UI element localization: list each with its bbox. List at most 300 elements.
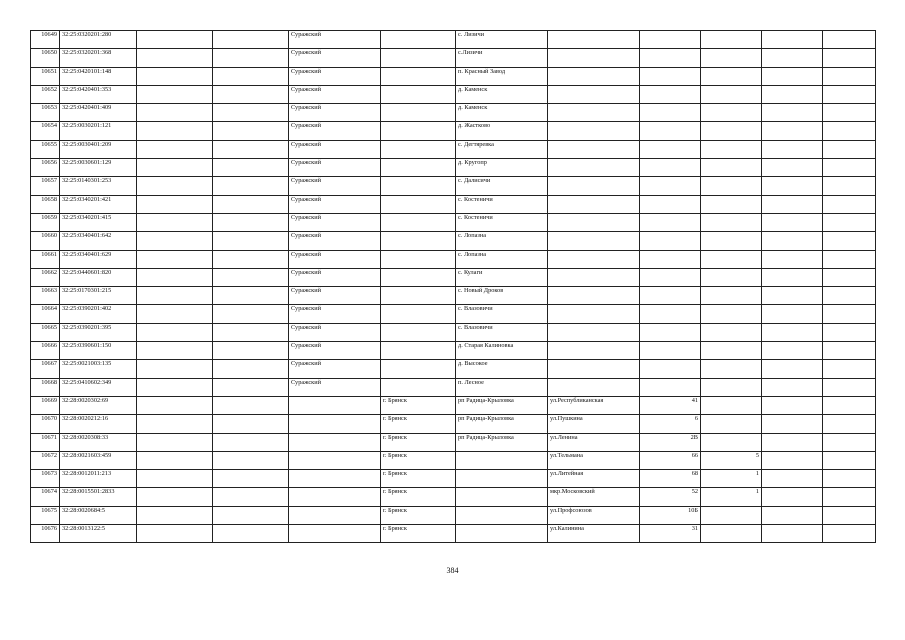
cell-settlement: рп Радица-Крыловка bbox=[456, 396, 548, 414]
cell-district: Суражский bbox=[289, 49, 381, 67]
cell-settlement: д. Жастково bbox=[456, 122, 548, 140]
cell-settlement: д. Старая Калиновка bbox=[456, 342, 548, 360]
cell-settlement: с. Костеничи bbox=[456, 213, 548, 231]
cell-street bbox=[548, 49, 640, 67]
table-row bbox=[31, 470, 876, 488]
cell-col-11 bbox=[762, 305, 823, 323]
table-row bbox=[31, 415, 876, 433]
cell-house bbox=[640, 104, 701, 122]
cell-district bbox=[289, 396, 381, 414]
cell-city bbox=[381, 323, 456, 341]
cell-col-4 bbox=[213, 305, 289, 323]
cell-building bbox=[701, 525, 762, 543]
cell-city: г. Брянск bbox=[381, 415, 456, 433]
cell-col-12 bbox=[823, 122, 876, 140]
table-row bbox=[31, 250, 876, 268]
cell-street: ул.Республиканская bbox=[548, 396, 640, 414]
cell-building: 5 bbox=[701, 451, 762, 469]
cell-col-11 bbox=[762, 268, 823, 286]
cell-house bbox=[640, 250, 701, 268]
cell-col-4 bbox=[213, 433, 289, 451]
cell-district bbox=[289, 451, 381, 469]
cell-house bbox=[640, 232, 701, 250]
cell-district: Суражский bbox=[289, 360, 381, 378]
page-number: 384 bbox=[446, 566, 459, 575]
cell-district bbox=[289, 506, 381, 524]
cell-row-number: 10662 bbox=[31, 268, 60, 286]
cell-settlement: д. Высокое bbox=[456, 360, 548, 378]
cell-col-11 bbox=[762, 451, 823, 469]
cell-col-11 bbox=[762, 49, 823, 67]
cell-street bbox=[548, 213, 640, 231]
cell-cadastral-number: 32:25:0390601:150 bbox=[60, 342, 137, 360]
cell-col-12 bbox=[823, 85, 876, 103]
cell-city bbox=[381, 85, 456, 103]
cell-row-number: 10655 bbox=[31, 140, 60, 158]
cell-col-3 bbox=[137, 433, 213, 451]
cell-col-11 bbox=[762, 232, 823, 250]
cell-city: г. Брянск bbox=[381, 525, 456, 543]
cell-building bbox=[701, 323, 762, 341]
cell-building bbox=[701, 268, 762, 286]
cell-building bbox=[701, 378, 762, 396]
table-row bbox=[31, 104, 876, 122]
table-row bbox=[31, 122, 876, 140]
cell-row-number: 10652 bbox=[31, 85, 60, 103]
cell-settlement: с. Кулаги bbox=[456, 268, 548, 286]
cell-col-11 bbox=[762, 433, 823, 451]
cell-building bbox=[701, 195, 762, 213]
cell-cadastral-number: 32:28:0013122:5 bbox=[60, 525, 137, 543]
cell-street bbox=[548, 195, 640, 213]
cell-settlement: с. Далисичи bbox=[456, 177, 548, 195]
cell-street bbox=[548, 250, 640, 268]
cell-district bbox=[289, 488, 381, 506]
cell-cadastral-number: 32:25:0390201:395 bbox=[60, 323, 137, 341]
cell-cadastral-number: 32:25:0420101:148 bbox=[60, 67, 137, 85]
cell-street bbox=[548, 268, 640, 286]
cell-col-11 bbox=[762, 488, 823, 506]
cell-col-11 bbox=[762, 378, 823, 396]
cell-house: 66 bbox=[640, 451, 701, 469]
cell-cadastral-number: 32:28:0021603:459 bbox=[60, 451, 137, 469]
cell-col-3 bbox=[137, 195, 213, 213]
cell-cadastral-number: 32:28:0020684:5 bbox=[60, 506, 137, 524]
table-body bbox=[31, 31, 876, 543]
cell-district: Суражский bbox=[289, 104, 381, 122]
cell-district: Суражский bbox=[289, 67, 381, 85]
cell-street: мкр.Московский bbox=[548, 488, 640, 506]
cell-district: Суражский bbox=[289, 287, 381, 305]
cell-street bbox=[548, 122, 640, 140]
cell-col-3 bbox=[137, 488, 213, 506]
cell-district bbox=[289, 470, 381, 488]
cell-settlement: п. Лесное bbox=[456, 378, 548, 396]
cell-col-11 bbox=[762, 140, 823, 158]
cell-street: ул.Пушкина bbox=[548, 415, 640, 433]
table-row bbox=[31, 506, 876, 524]
cell-district: Суражский bbox=[289, 323, 381, 341]
cell-col-11 bbox=[762, 506, 823, 524]
cell-building bbox=[701, 177, 762, 195]
cell-building bbox=[701, 433, 762, 451]
cell-col-3 bbox=[137, 122, 213, 140]
cell-col-3 bbox=[137, 305, 213, 323]
cell-house bbox=[640, 287, 701, 305]
cell-col-3 bbox=[137, 396, 213, 414]
cell-house bbox=[640, 323, 701, 341]
cell-street: ул.Калинина bbox=[548, 525, 640, 543]
table-row bbox=[31, 213, 876, 231]
cell-building bbox=[701, 104, 762, 122]
table-row bbox=[31, 378, 876, 396]
cell-cadastral-number: 32:25:0030201:121 bbox=[60, 122, 137, 140]
cell-col-3 bbox=[137, 415, 213, 433]
table-row bbox=[31, 195, 876, 213]
cell-house bbox=[640, 195, 701, 213]
cell-house bbox=[640, 378, 701, 396]
cell-col-3 bbox=[137, 451, 213, 469]
cell-district bbox=[289, 415, 381, 433]
cell-street bbox=[548, 360, 640, 378]
cell-settlement bbox=[456, 451, 548, 469]
cell-col-4 bbox=[213, 525, 289, 543]
cell-col-4 bbox=[213, 323, 289, 341]
cell-col-11 bbox=[762, 104, 823, 122]
cell-settlement: с. Дегтяревка bbox=[456, 140, 548, 158]
cell-house bbox=[640, 177, 701, 195]
cell-city bbox=[381, 250, 456, 268]
cell-building bbox=[701, 140, 762, 158]
cell-district: Суражский bbox=[289, 122, 381, 140]
cell-settlement bbox=[456, 488, 548, 506]
cell-col-4 bbox=[213, 268, 289, 286]
cell-col-3 bbox=[137, 378, 213, 396]
cell-row-number: 10659 bbox=[31, 213, 60, 231]
cell-district: Суражский bbox=[289, 250, 381, 268]
cell-col-11 bbox=[762, 177, 823, 195]
table-row bbox=[31, 159, 876, 177]
cell-building bbox=[701, 305, 762, 323]
cell-city: г. Брянск bbox=[381, 451, 456, 469]
cell-street bbox=[548, 177, 640, 195]
cell-street bbox=[548, 287, 640, 305]
cell-row-number: 10674 bbox=[31, 488, 60, 506]
cell-settlement: д. Каменск bbox=[456, 104, 548, 122]
cell-city bbox=[381, 195, 456, 213]
cell-settlement: с. Влазовичи bbox=[456, 305, 548, 323]
table-row bbox=[31, 177, 876, 195]
cell-building bbox=[701, 31, 762, 49]
cell-city bbox=[381, 67, 456, 85]
cell-col-3 bbox=[137, 323, 213, 341]
cell-cadastral-number: 32:25:0030401:209 bbox=[60, 140, 137, 158]
cell-building bbox=[701, 342, 762, 360]
cell-col-4 bbox=[213, 342, 289, 360]
cell-street bbox=[548, 232, 640, 250]
cell-city bbox=[381, 140, 456, 158]
cell-settlement: с. Лопазна bbox=[456, 250, 548, 268]
cell-col-3 bbox=[137, 268, 213, 286]
cell-street: ул.Ленина bbox=[548, 433, 640, 451]
cell-col-11 bbox=[762, 470, 823, 488]
cell-city bbox=[381, 378, 456, 396]
cell-col-11 bbox=[762, 195, 823, 213]
cell-cadastral-number: 32:28:0015501:2833 bbox=[60, 488, 137, 506]
cell-city: г. Брянск bbox=[381, 433, 456, 451]
cell-row-number: 10664 bbox=[31, 305, 60, 323]
cell-house bbox=[640, 360, 701, 378]
cell-col-12 bbox=[823, 213, 876, 231]
cell-row-number: 10650 bbox=[31, 49, 60, 67]
cell-district: Суражский bbox=[289, 268, 381, 286]
cell-col-4 bbox=[213, 49, 289, 67]
cell-col-11 bbox=[762, 67, 823, 85]
cell-col-11 bbox=[762, 396, 823, 414]
cell-col-4 bbox=[213, 195, 289, 213]
cell-cadastral-number: 32:25:0340201:415 bbox=[60, 213, 137, 231]
cell-cadastral-number: 32:25:0320201:280 bbox=[60, 31, 137, 49]
cell-district: Суражский bbox=[289, 232, 381, 250]
cell-col-4 bbox=[213, 451, 289, 469]
cell-settlement bbox=[456, 470, 548, 488]
cell-cadastral-number: 32:25:0340201:421 bbox=[60, 195, 137, 213]
cell-col-3 bbox=[137, 232, 213, 250]
table-row bbox=[31, 433, 876, 451]
cell-col-3 bbox=[137, 85, 213, 103]
cell-col-12 bbox=[823, 232, 876, 250]
cell-district: Суражский bbox=[289, 378, 381, 396]
table-row bbox=[31, 140, 876, 158]
table-row bbox=[31, 85, 876, 103]
cell-col-3 bbox=[137, 360, 213, 378]
cell-row-number: 10672 bbox=[31, 451, 60, 469]
cell-district: Суражский bbox=[289, 159, 381, 177]
cell-city bbox=[381, 122, 456, 140]
cell-col-3 bbox=[137, 250, 213, 268]
cell-building bbox=[701, 213, 762, 231]
cell-cadastral-number: 32:25:0340401:629 bbox=[60, 250, 137, 268]
cell-city: г. Брянск bbox=[381, 470, 456, 488]
cell-settlement: д. Кругопр bbox=[456, 159, 548, 177]
cell-col-11 bbox=[762, 415, 823, 433]
cell-city bbox=[381, 31, 456, 49]
cell-col-12 bbox=[823, 488, 876, 506]
table-row bbox=[31, 396, 876, 414]
cell-row-number: 10671 bbox=[31, 433, 60, 451]
cell-building bbox=[701, 287, 762, 305]
cell-col-3 bbox=[137, 213, 213, 231]
cell-building bbox=[701, 360, 762, 378]
cell-row-number: 10669 bbox=[31, 396, 60, 414]
cell-col-4 bbox=[213, 488, 289, 506]
cell-col-4 bbox=[213, 470, 289, 488]
cell-col-12 bbox=[823, 159, 876, 177]
cell-col-4 bbox=[213, 140, 289, 158]
table-row bbox=[31, 287, 876, 305]
cell-city bbox=[381, 49, 456, 67]
cell-row-number: 10653 bbox=[31, 104, 60, 122]
table-row bbox=[31, 31, 876, 49]
cell-col-3 bbox=[137, 525, 213, 543]
cell-row-number: 10670 bbox=[31, 415, 60, 433]
cell-col-11 bbox=[762, 287, 823, 305]
cell-col-3 bbox=[137, 67, 213, 85]
cell-building bbox=[701, 232, 762, 250]
cell-row-number: 10665 bbox=[31, 323, 60, 341]
cell-col-11 bbox=[762, 360, 823, 378]
cell-col-11 bbox=[762, 323, 823, 341]
cell-street bbox=[548, 31, 640, 49]
cell-district: Суражский bbox=[289, 177, 381, 195]
cell-col-4 bbox=[213, 31, 289, 49]
cell-street bbox=[548, 378, 640, 396]
cell-building bbox=[701, 159, 762, 177]
cell-street bbox=[548, 104, 640, 122]
cell-settlement: с. Лопазна bbox=[456, 232, 548, 250]
cell-col-12 bbox=[823, 305, 876, 323]
table-row bbox=[31, 488, 876, 506]
cell-city bbox=[381, 342, 456, 360]
cell-col-12 bbox=[823, 323, 876, 341]
cell-row-number: 10666 bbox=[31, 342, 60, 360]
cell-district: Суражский bbox=[289, 85, 381, 103]
cell-cadastral-number: 32:25:0420401:409 bbox=[60, 104, 137, 122]
cell-col-11 bbox=[762, 85, 823, 103]
cell-city bbox=[381, 305, 456, 323]
table-row bbox=[31, 360, 876, 378]
cell-col-3 bbox=[137, 104, 213, 122]
table-row bbox=[31, 305, 876, 323]
cell-street: ул.Литейная bbox=[548, 470, 640, 488]
cell-house bbox=[640, 85, 701, 103]
cell-settlement bbox=[456, 525, 548, 543]
cell-house bbox=[640, 159, 701, 177]
cell-settlement: п. Красный Завод bbox=[456, 67, 548, 85]
table-row bbox=[31, 451, 876, 469]
cell-street bbox=[548, 342, 640, 360]
cell-col-4 bbox=[213, 67, 289, 85]
cell-district: Суражский bbox=[289, 213, 381, 231]
cell-city bbox=[381, 232, 456, 250]
cell-settlement: рп Радица-Крыловка bbox=[456, 415, 548, 433]
cell-col-12 bbox=[823, 451, 876, 469]
table-row bbox=[31, 67, 876, 85]
cell-cadastral-number: 32:25:0440601:820 bbox=[60, 268, 137, 286]
table-row bbox=[31, 342, 876, 360]
cell-building bbox=[701, 506, 762, 524]
cell-building: 1 bbox=[701, 488, 762, 506]
cell-settlement: с.Лизичи bbox=[456, 49, 548, 67]
table-row bbox=[31, 49, 876, 67]
cell-col-4 bbox=[213, 122, 289, 140]
cell-col-4 bbox=[213, 360, 289, 378]
cell-district: Суражский bbox=[289, 342, 381, 360]
cell-house: 68 bbox=[640, 470, 701, 488]
cell-building: 1 bbox=[701, 470, 762, 488]
cell-col-12 bbox=[823, 177, 876, 195]
cell-col-12 bbox=[823, 378, 876, 396]
cell-building bbox=[701, 122, 762, 140]
cell-col-12 bbox=[823, 415, 876, 433]
cell-settlement: рп Радица-Крыловка bbox=[456, 433, 548, 451]
cell-cadastral-number: 32:25:0390201:402 bbox=[60, 305, 137, 323]
cell-city bbox=[381, 104, 456, 122]
cell-building bbox=[701, 67, 762, 85]
cell-col-12 bbox=[823, 433, 876, 451]
cell-col-4 bbox=[213, 213, 289, 231]
cell-cadastral-number: 32:28:0020212:16 bbox=[60, 415, 137, 433]
cell-city bbox=[381, 360, 456, 378]
table-row bbox=[31, 323, 876, 341]
cell-settlement bbox=[456, 506, 548, 524]
cell-house bbox=[640, 67, 701, 85]
cell-col-12 bbox=[823, 287, 876, 305]
cell-col-11 bbox=[762, 159, 823, 177]
cell-col-12 bbox=[823, 250, 876, 268]
cell-city bbox=[381, 177, 456, 195]
cell-house bbox=[640, 140, 701, 158]
cell-col-11 bbox=[762, 213, 823, 231]
cell-city bbox=[381, 159, 456, 177]
cell-col-3 bbox=[137, 31, 213, 49]
cell-col-12 bbox=[823, 140, 876, 158]
cell-row-number: 10661 bbox=[31, 250, 60, 268]
cell-col-11 bbox=[762, 342, 823, 360]
cell-col-12 bbox=[823, 342, 876, 360]
cell-col-4 bbox=[213, 378, 289, 396]
cell-row-number: 10675 bbox=[31, 506, 60, 524]
cell-col-4 bbox=[213, 250, 289, 268]
cell-row-number: 10673 bbox=[31, 470, 60, 488]
cell-street bbox=[548, 140, 640, 158]
cell-cadastral-number: 32:25:0030601:129 bbox=[60, 159, 137, 177]
table-row bbox=[31, 232, 876, 250]
cell-house: 2В bbox=[640, 433, 701, 451]
cell-col-12 bbox=[823, 67, 876, 85]
document-table-container bbox=[30, 30, 875, 543]
cell-building bbox=[701, 415, 762, 433]
cell-col-12 bbox=[823, 396, 876, 414]
cell-col-12 bbox=[823, 470, 876, 488]
cell-col-12 bbox=[823, 31, 876, 49]
cell-col-12 bbox=[823, 195, 876, 213]
cell-street bbox=[548, 67, 640, 85]
cell-street bbox=[548, 85, 640, 103]
cell-city: г. Брянск bbox=[381, 506, 456, 524]
cell-building bbox=[701, 85, 762, 103]
cell-col-4 bbox=[213, 104, 289, 122]
cell-col-4 bbox=[213, 85, 289, 103]
cell-row-number: 10651 bbox=[31, 67, 60, 85]
cell-cadastral-number: 32:25:0410602:349 bbox=[60, 378, 137, 396]
cell-district bbox=[289, 525, 381, 543]
cell-col-12 bbox=[823, 525, 876, 543]
cell-district bbox=[289, 433, 381, 451]
cell-col-3 bbox=[137, 140, 213, 158]
cell-house: 52 bbox=[640, 488, 701, 506]
cell-street bbox=[548, 159, 640, 177]
cell-col-11 bbox=[762, 31, 823, 49]
cell-col-3 bbox=[137, 506, 213, 524]
cell-house: 31 bbox=[640, 525, 701, 543]
cell-building bbox=[701, 250, 762, 268]
cell-row-number: 10658 bbox=[31, 195, 60, 213]
cell-row-number: 10668 bbox=[31, 378, 60, 396]
cell-col-3 bbox=[137, 287, 213, 305]
cell-district: Суражский bbox=[289, 305, 381, 323]
cell-col-11 bbox=[762, 122, 823, 140]
